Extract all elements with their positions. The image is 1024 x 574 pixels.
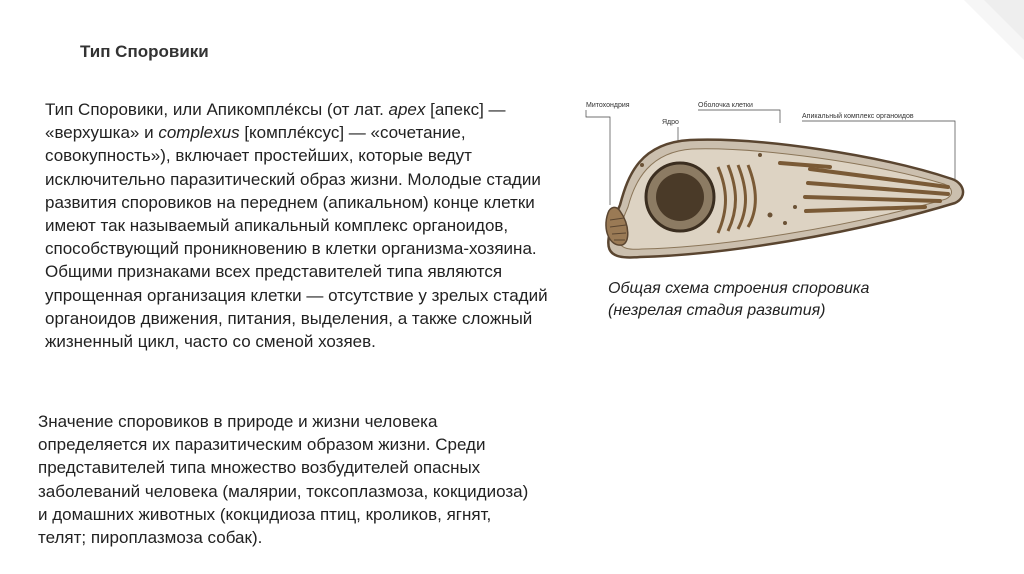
caption-line-1: Общая схема строения споровика	[608, 280, 870, 297]
caption-line-2: (незрелая стадия развития)	[608, 302, 826, 319]
sporozoan-diagram	[580, 95, 980, 265]
complexus-word: complexus	[158, 123, 240, 143]
corner-decoration	[964, 0, 1024, 60]
apex-word: apex	[388, 100, 426, 119]
complexus-gloss: [компле́ксус] — «сочетание, совокупность»), включает простейших, которые ведут исключительно паразитический образ жизни. Молодые стадии развития споровиков на переднем (апикальном) конце клетки имеют так называемый апикальный комплекс органоидов, способствующий проникновению в клетки организма-хозяина.	[45, 123, 541, 259]
label-membrane: Оболочка клетки	[698, 102, 753, 109]
intro-paragraph-1	[45, 98, 555, 260]
significance-paragraph: Значение споровиков в природе и жизни человека определяется их паразитическим образом жизни. Среди представителей типа множество возбудителей опасных заболеваний человека (малярии, токсоплазмоза, кокцидиоза) и домашних животных (кокцидиоза птиц, кроликов, ягнят, телят; пироплазмоза собак).	[38, 412, 529, 548]
label-nucleus: Ядро	[662, 119, 679, 126]
slide-title: Тип Споровики	[80, 42, 209, 61]
figure-caption	[608, 278, 968, 322]
intro-text	[45, 98, 555, 353]
apex-gloss: [апекс] — «верхушка» и	[45, 100, 506, 143]
intro-lead: Тип Споровики, или Апикомпле́ксы (от лат.	[45, 100, 389, 119]
significance-text	[38, 410, 538, 549]
intro-paragraph-2: Общими признаками всех представителей типа являются упрощенная организация клетки — отсутствие у зрелых стадий органоидов движения, питания, выделения, а также сложный жизненный цикл, часто со сменой хозяев.	[45, 262, 548, 352]
label-apical-complex: Апикальный комплекс органоидов	[802, 113, 914, 120]
label-mitochondria: Митохондрия	[586, 102, 630, 109]
nucleolus	[656, 173, 704, 221]
